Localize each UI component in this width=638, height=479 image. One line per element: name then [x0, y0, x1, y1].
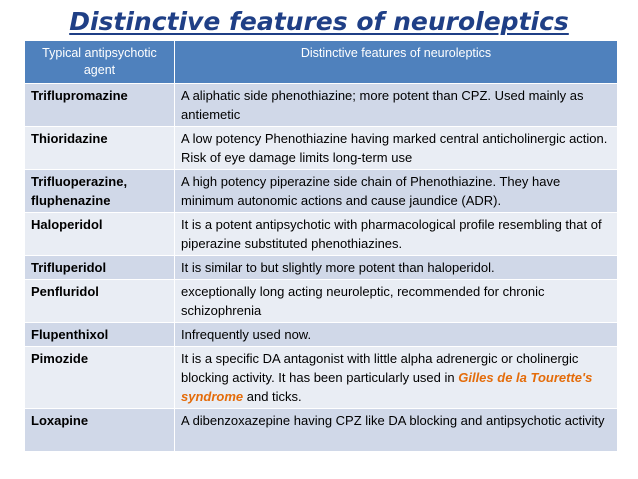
feature-text: It is a specific DA antagonist with little alpha adrenergic or cholinergic blocking activity. It has been particularly used in: [181, 351, 579, 385]
agent-cell: Loxapine: [25, 409, 175, 452]
feature-cell: A aliphatic side phenothiazine; more potent than CPZ. Used mainly as antiemetic: [175, 84, 618, 127]
agent-cell: Trifluoperazine, fluphenazine: [25, 170, 175, 213]
highlighted-syndrome: Gilles de la Tourette's syndrome: [181, 370, 593, 404]
agent-cell: Haloperidol: [25, 213, 175, 256]
feature-cell: exceptionally long acting neuroleptic, recommended for chronic schizophrenia: [175, 280, 618, 323]
slide-title: Distinctive features of neuroleptics: [69, 7, 569, 36]
feature-cell: It is a potent antipsychotic with pharmacological profile resembling that of piperazine substituted phenothiazines.: [175, 213, 618, 256]
header-agent: Typical antipsychotic agent: [25, 41, 175, 84]
table-row: [25, 84, 618, 127]
agent-cell: Pimozide: [25, 347, 175, 409]
feature-text-end: and ticks.: [243, 389, 302, 404]
agent-cell: Thioridazine: [25, 127, 175, 170]
table-row: [25, 323, 618, 347]
agent-cell: Trifluperidol: [25, 256, 175, 280]
feature-cell: A low potency Phenothiazine having marked central anticholinergic action. Risk of eye damage limits long-term use: [175, 127, 618, 170]
neuroleptics-table: [24, 40, 618, 452]
feature-cell: Infrequently used now.: [175, 323, 618, 347]
table-header-row: [25, 41, 618, 84]
feature-cell: A dibenzoxazepine having CPZ like DA blocking and antipsychotic activity: [175, 409, 618, 452]
agent-cell: Penfluridol: [25, 280, 175, 323]
table-row: [25, 213, 618, 256]
table-row: [25, 280, 618, 323]
table-row: [25, 347, 618, 409]
table-row: [25, 256, 618, 280]
agent-cell: Triflupromazine: [25, 84, 175, 127]
header-features: Distinctive features of neuroleptics: [175, 41, 618, 84]
feature-cell: A high potency piperazine side chain of Phenothiazine. They have minimum autonomic actions and cause jaundice (ADR).: [175, 170, 618, 213]
agent-cell: Flupenthixol: [25, 323, 175, 347]
feature-cell: [175, 347, 618, 409]
feature-cell: It is similar to but slightly more potent than haloperidol.: [175, 256, 618, 280]
table-row: [25, 170, 618, 213]
table-row: [25, 127, 618, 170]
table-row: [25, 409, 618, 452]
